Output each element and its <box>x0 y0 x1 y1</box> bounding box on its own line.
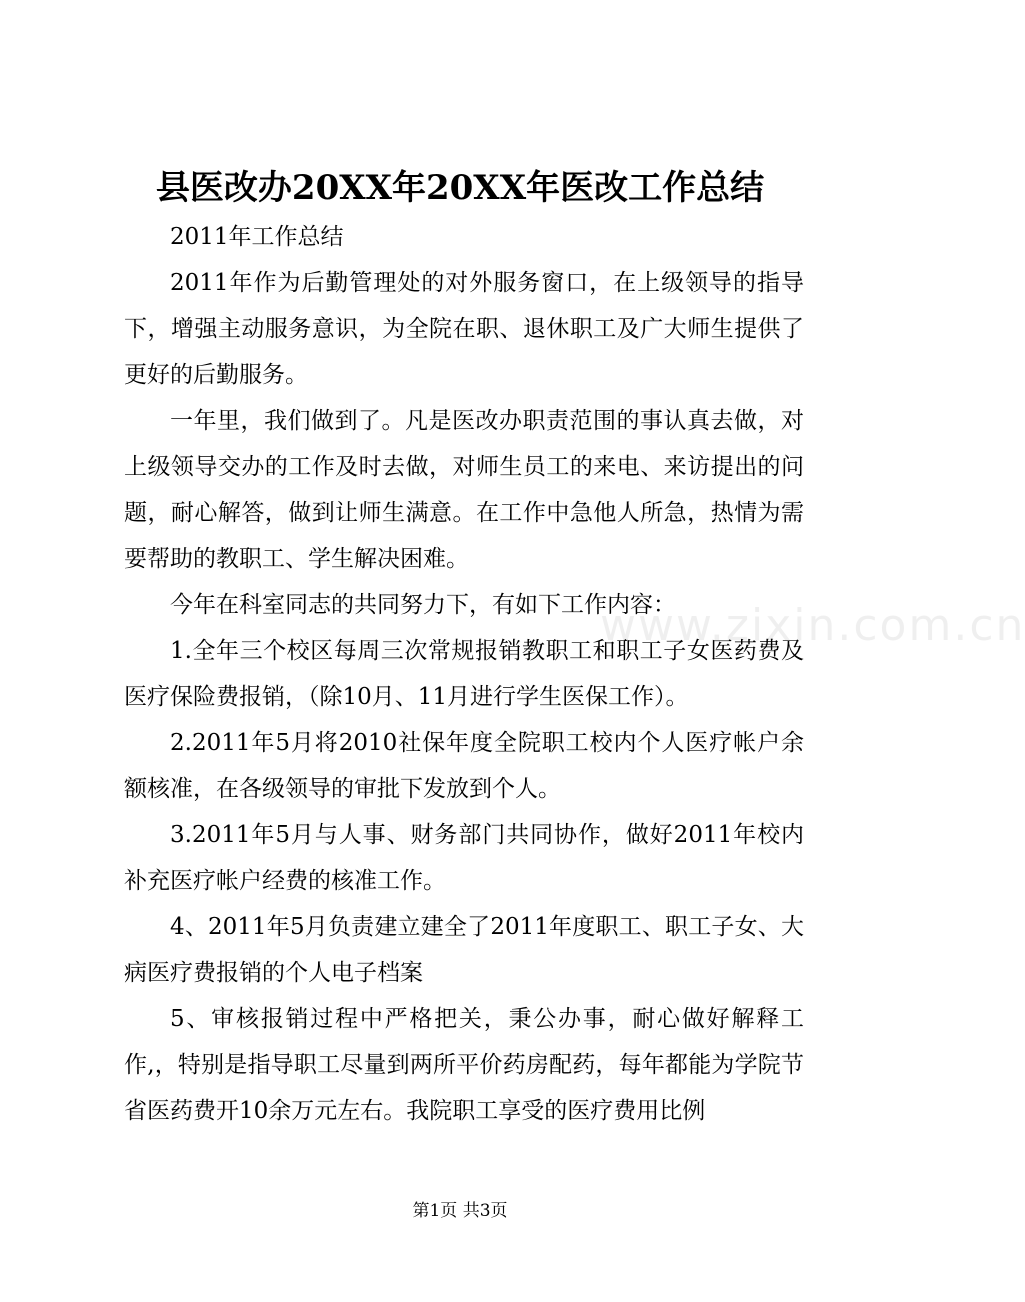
paragraph: 2.2011年5月将2010社保年度全院职工校内个人医疗帐户余额核准，在各级领导的审批下发放到个人。 <box>124 730 804 802</box>
paragraph: 2011年作为后勤管理处的对外服务窗口，在上级领导的指导下，增强主动服务意识，为全院在职、退休职工及广大师生提供了更好的后勤服务。 <box>124 270 804 388</box>
paragraph: 4、2011年5月负责建立建全了2011年度职工、职工子女、大病医疗费报销的个人电子档案 <box>124 914 804 986</box>
document-title: 县医改办20XX年20XX年医改工作总结 <box>155 168 765 208</box>
paragraph: 5、审核报销过程中严格把关，秉公办事，耐心做好解释工作,，特别是指导职工尽量到两所平价药房配药，每年都能为学院节省医药费开10余万元左右。我院职工享受的医疗费用比例 <box>124 1006 804 1124</box>
watermark: www.zixin.com.cn <box>600 600 1025 651</box>
paragraph: 3.2011年5月与人事、财务部门共同协作，做好2011年校内补充医疗帐户经费的核准工作。 <box>124 822 804 894</box>
paragraph: 今年在科室同志的共同努力下，有如下工作内容： <box>170 592 676 618</box>
paragraph-heading: 2011年工作总结 <box>170 224 344 250</box>
paragraph: 一年里，我们做到了。凡是医改办职责范围的事认真去做，对上级领导交办的工作及时去做，对师生员工的来电、来访提出的问题，耐心解答，做到让师生满意。在工作中急他人所急，热情为需要帮助的教职工、学生解决困难。 <box>124 408 804 572</box>
page-footer: 第1页 共3页 <box>412 1201 508 1221</box>
document-body <box>124 214 804 1134</box>
paragraph: 1.全年三个校区每周三次常规报销教职工和职工子女医药费及医疗保险费报销，（除10月、11月进行学生医保工作）。 <box>124 638 804 710</box>
